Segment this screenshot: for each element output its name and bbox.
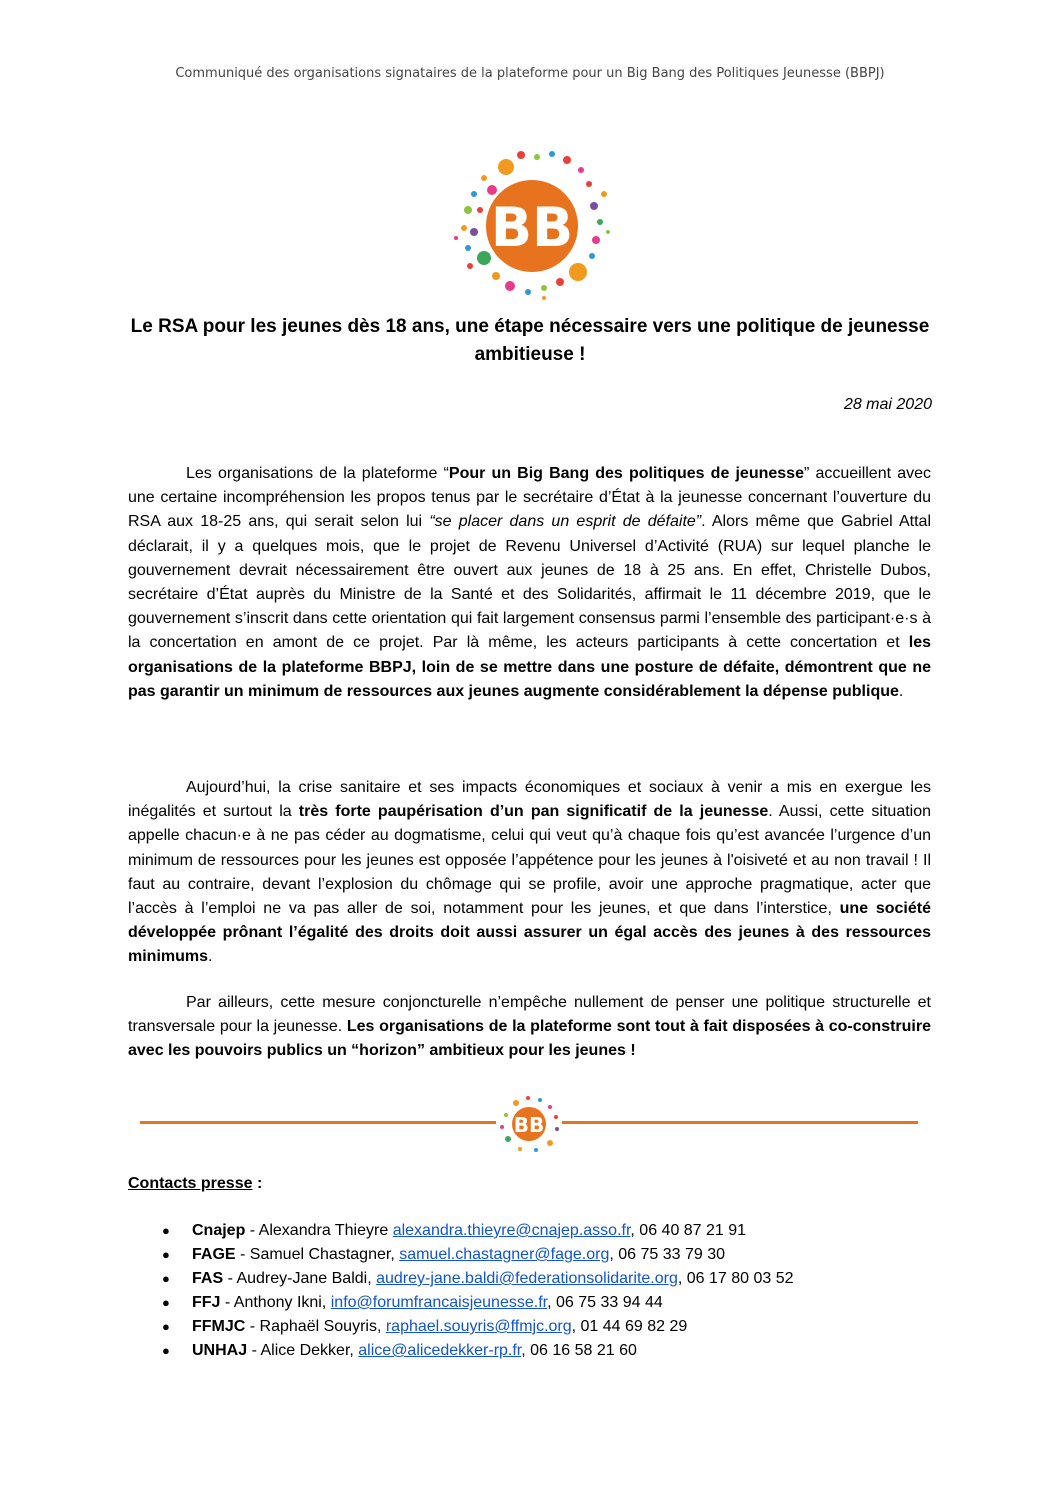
p2-text-c: . Aussi, cette situation appelle chacun·e à ne pas céder au dogmatisme, celui qui veut qu’à chaque fois qu’est avancée l’urgence d’un minimum de ressources pour les jeunes est opposée l’appétence pour les jeunes à l'oisiveté et au non travail ! Il faut au contraire, devant l’explosion du chômage qui se profile, avoir une approche pragmatique, acter que l’accès à l’emploi ne va pas aller de soi, notamment pour les jeunes, et que dans l’interstice, <box>128 803 932 918</box>
p2-text-e: . <box>208 948 213 966</box>
p1-text-c: ” accueillent avec une certaine incompréhension les propos tenus par le secrétaire d’État à la jeunesse concernant l’ouverture du RSA aux 18-25 ans, qui serait selon lui <box>128 465 931 531</box>
contact-org: FAS <box>192 1270 224 1287</box>
bullet-icon: ● <box>162 1223 170 1238</box>
p1-text-e: . Alors même que Gabriel Attal déclarait, il y a quelques mois, que le projet de Revenu Universel d’Activité (RUA) sur lequel planche le gouvernement devrait nécessairement être ouvert aux jeunes de 18 à 25 ans. En effet, Christelle Dubos, secrétaire d’État auprès du Ministre de la Santé et des Solidarités, affirmait le 11 décembre 2019, que le gouvernement s’inscrit dans cette orientation qui fait largement consensus parmi l’ensemble des participant·e·s à la concertation en amont de ce projet. Par là même, les acteurs participants à cette concertation et <box>128 513 932 652</box>
paragraph-1 <box>128 462 931 704</box>
contact-name: - Anthony Ikni, <box>220 1294 331 1311</box>
p3-bold-b: Les organisations de la plateforme sont tout à fait disposées à co-construire avec les pouvoirs publics un “horizon” ambitieux pour les jeunes ! <box>128 1018 931 1060</box>
p2-text-a: Aujourd’hui, la crise sanitaire et ses impacts économiques et sociaux à venir a mis en exergue les inégalités et surtout la <box>128 779 931 821</box>
document-date: 28 mai 2020 <box>843 396 932 413</box>
p1-text-g: . <box>898 682 904 700</box>
contact-phone: , 06 75 33 94 44 <box>547 1294 663 1311</box>
p2-bold-b: très forte paupérisation d’un pan significatif de la jeunesse <box>298 803 769 821</box>
p1-quote-d: “se placer dans un esprit de défaite” <box>429 513 702 531</box>
contact-org: UNHAJ <box>192 1342 248 1359</box>
bullet-icon: ● <box>162 1319 170 1334</box>
contact-email-link[interactable]: samuel.chastagner@fage.org <box>399 1246 610 1263</box>
list-item <box>128 1291 794 1315</box>
list-item <box>128 1219 794 1243</box>
contact-email-link[interactable]: audrey-jane.baldi@federationsolidarite.org <box>376 1270 678 1287</box>
paragraph-2 <box>128 776 931 970</box>
separator-line-right <box>562 1121 918 1124</box>
list-item <box>128 1243 794 1267</box>
p1-bold-f: les organisations de la plateforme BBPJ, loin de se mettre dans une posture de défaite, démontrent que ne pas garantir un minimum de ressources aux jeunes augmente considérablement la dépense publique <box>128 634 931 700</box>
contacts-heading <box>128 1175 262 1193</box>
bullet-icon: ● <box>162 1247 170 1262</box>
bullet-icon: ● <box>162 1295 170 1310</box>
list-item <box>128 1339 794 1363</box>
contact-name: - Samuel Chastagner, <box>235 1246 400 1263</box>
contact-email-link[interactable]: alice@alicedekker-rp.fr <box>358 1342 522 1359</box>
contact-org: FAGE <box>192 1246 236 1263</box>
contact-phone: , 06 40 87 21 91 <box>630 1222 747 1239</box>
contact-phone: , 06 75 33 79 30 <box>609 1246 725 1263</box>
logo-small-letters: BB <box>513 1113 545 1137</box>
list-item <box>128 1267 794 1291</box>
contact-email-link[interactable]: alexandra.thieyre@cnajep.asso.fr <box>392 1222 631 1239</box>
list-item <box>128 1315 794 1339</box>
contact-name: - Alexandra Thieyre <box>245 1222 393 1239</box>
contacts-list <box>128 1219 794 1363</box>
p1-bold-b: Pour un Big Bang des politiques de jeunesse <box>448 465 804 482</box>
contact-name: - Alice Dekker, <box>247 1342 359 1359</box>
contacts-heading-suffix: : <box>252 1175 263 1192</box>
contact-phone: , 06 16 58 21 60 <box>521 1342 637 1359</box>
p2-bold-d: une société développée prônant l’égalité des droits doit aussi assurer un égal accès des jeunes à des ressources minimums <box>128 900 931 966</box>
contact-name: - Audrey-Jane Baldi, <box>223 1270 377 1287</box>
contact-org: FFMJC <box>192 1318 246 1335</box>
contacts-heading-text: Contacts presse <box>128 1175 253 1192</box>
document-title: Le RSA pour les jeunes dès 18 ans, une étape nécessaire vers une politique de jeunesse ambitieuse ! <box>130 316 930 365</box>
contact-email-link[interactable]: info@forumfrancaisjeunesse.fr <box>330 1294 548 1311</box>
contact-phone: , 01 44 69 82 29 <box>571 1318 688 1335</box>
contact-phone: , 06 17 80 03 52 <box>677 1270 794 1287</box>
bbpj-logo-small <box>494 1095 564 1153</box>
bbpj-logo <box>444 148 616 300</box>
page-header: Communiqué des organisations signataires de la plateforme pour un Big Bang des Politiques Jeunesse (BBPJ) <box>175 66 885 81</box>
contact-org: FFJ <box>192 1294 221 1311</box>
contact-org: Cnajep <box>192 1222 246 1239</box>
separator-line-left <box>140 1121 496 1124</box>
paragraph-3 <box>128 991 931 1064</box>
p1-text-a: Les organisations de la plateforme “ <box>186 465 449 482</box>
contact-email-link[interactable]: raphael.souyris@ffmjc.org <box>385 1318 572 1335</box>
contact-name: - Raphaël Souyris, <box>245 1318 386 1335</box>
p3-text-a: Par ailleurs, cette mesure conjoncturelle n’empêche nullement de penser une politique structurelle et transversale pour la jeunesse. <box>128 994 931 1036</box>
bullet-icon: ● <box>162 1343 170 1358</box>
bullet-icon: ● <box>162 1271 170 1286</box>
logo-letters: BB <box>490 196 574 259</box>
